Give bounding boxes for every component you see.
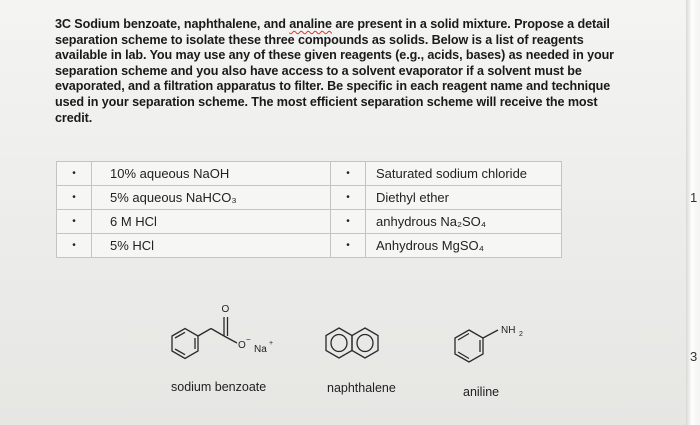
edge-text: 1 <box>690 190 698 205</box>
reagent-cell: 6 M HCl <box>92 210 331 234</box>
reagent-cell: Anhydrous MgSO₄ <box>366 234 562 258</box>
amine-subscript: 2 <box>519 331 523 338</box>
reagent-cell: anhydrous Na₂SO₄ <box>366 210 562 234</box>
reagent-cell: Diethyl ether <box>366 186 562 210</box>
negative-charge: − <box>246 335 251 344</box>
reagent-cell: Saturated sodium chloride <box>366 162 562 186</box>
atom-o: O <box>238 340 246 351</box>
edge-text: 3 <box>690 349 698 364</box>
table-row <box>57 186 562 210</box>
sodium-benzoate-structure <box>160 290 285 370</box>
amine-group: NH <box>501 325 516 336</box>
misspelled-word[interactable]: analine <box>289 17 332 31</box>
question-lead: 3C Sodium benzoate, naphthalene, and <box>55 17 290 31</box>
aniline-structure <box>447 318 547 373</box>
atom-o: O <box>221 304 230 315</box>
table-row <box>57 210 562 234</box>
question-text <box>55 17 625 126</box>
bullet: • <box>57 210 92 234</box>
table-row <box>57 234 562 258</box>
bullet: • <box>331 162 366 186</box>
aniline-label: aniline <box>463 385 500 399</box>
question-body: are present in a solid mixture. Propose a detail separation scheme to isolate these three compounds as solids. Below is a list of reagents available in lab. You may use any of these given reagents (e.g., acids, bases) as needed in your separation scheme and you also have access to a solvent evaporator if a solvent must be evaporated, and a filtration apparatus to filter. Be specific in each reagent name and technique used in your separation scheme. The most efficient separation scheme will receive the most credit. <box>55 17 614 125</box>
reagent-cell: 5% aqueous NaHCO₃ <box>92 186 331 210</box>
adjacent-page-edge <box>686 0 700 425</box>
reagent-cell: 5% HCl <box>92 234 331 258</box>
bullet: • <box>331 186 366 210</box>
bullet: • <box>57 186 92 210</box>
atom-na: Na <box>254 344 267 355</box>
reagents-table <box>56 161 562 258</box>
reagent-cell: 10% aqueous NaOH <box>92 162 331 186</box>
positive-charge: + <box>269 340 274 347</box>
bullet: • <box>57 162 92 186</box>
bullet: • <box>57 234 92 258</box>
bullet: • <box>331 234 366 258</box>
naphthalene-label: naphthalene <box>327 381 396 395</box>
naphthalene-structure <box>320 320 410 370</box>
sodium-benzoate-label: sodium benzoate <box>171 380 267 394</box>
table-row <box>57 162 562 186</box>
bullet: • <box>331 210 366 234</box>
